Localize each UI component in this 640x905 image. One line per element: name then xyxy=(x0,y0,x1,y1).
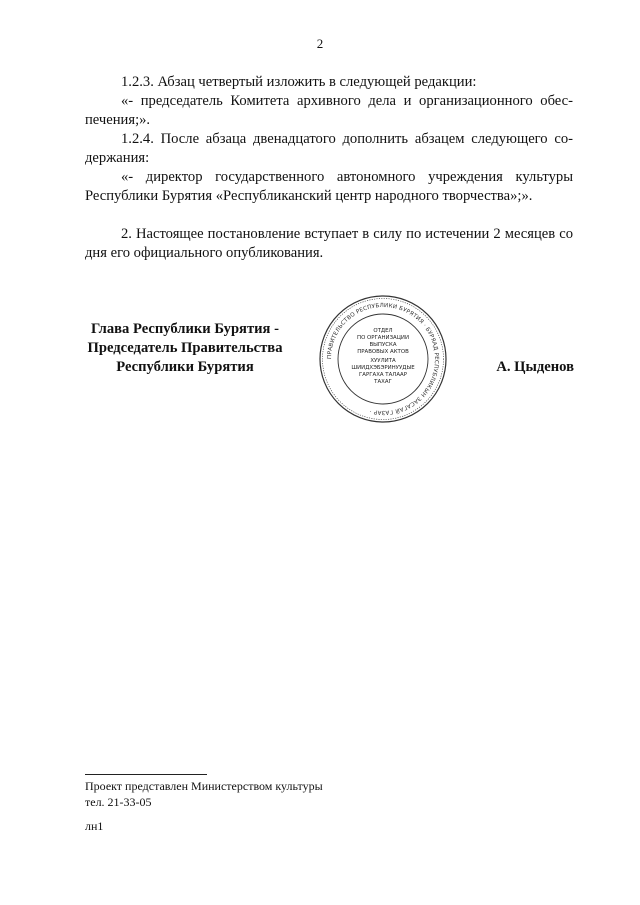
paragraph-director-quote: «- директор государственного автономного учреждения культуры Республики Бурятия «Республиканский центр народного творчества»;». xyxy=(85,169,573,204)
paragraph-1-2-3: 1.2.3. Абзац четвертый изложить в следующей редакции: xyxy=(121,74,477,90)
signatory-title xyxy=(85,320,285,377)
document-code: лн1 xyxy=(85,819,104,833)
footnote-divider xyxy=(85,774,207,775)
page-number: 2 xyxy=(316,36,324,51)
signatory-title-line-3: Республики Бурятия xyxy=(116,359,254,375)
seal-line-5: ХУУЛИТА xyxy=(370,358,396,364)
seal-line-3: ВЫПУСКА xyxy=(369,342,397,348)
signatory-title-line-2: Председатель Правительства xyxy=(87,340,283,356)
seal-line-1: ОТДЕЛ xyxy=(373,328,393,334)
official-seal-icon xyxy=(318,294,448,424)
signatory-title-line-1: Глава Республики Бурятия - xyxy=(91,321,279,337)
seal-ring-text: ПРАВИТЕЛЬСТВО РЕСПУБЛИКИ БУРЯТИЯ · БУРЯАД РЕСПУБЛИКЫН ЗАСАГАЙ ГАЗАР · xyxy=(326,302,440,416)
footnote-presenter: Проект представлен Министерством культуры xyxy=(85,779,323,793)
document-body xyxy=(85,73,573,263)
seal-line-2: ПО ОРГАНИЗАЦИИ xyxy=(357,335,409,341)
footnote xyxy=(85,778,323,810)
seal-line-8: ТАХАГ xyxy=(374,379,392,385)
seal-line-4: ПРАВОВЫХ АКТОВ xyxy=(357,349,409,355)
paragraph-chairman-quote: «- председатель Комитета архивного дела и организационного обес-печения;». xyxy=(85,93,573,128)
seal-line-6: ШИИДХЭБЭРИНУУДЫЕ xyxy=(351,365,415,371)
seal-line-7: ГАРГАХА ТАЛААР xyxy=(359,372,407,378)
paragraph-spacer xyxy=(85,206,573,225)
paragraph-2-effective: 2. Настоящее постановление вступает в силу по истечении 2 месяцев со дня его официального опубликования. xyxy=(85,226,573,261)
signatory-name: А. Цыденов xyxy=(496,359,574,375)
footnote-phone: тел. 21-33-05 xyxy=(85,795,152,809)
paragraph-1-2-4: 1.2.4. После абзаца двенадцатого дополнить абзацем следующего со-держания: xyxy=(85,131,573,166)
